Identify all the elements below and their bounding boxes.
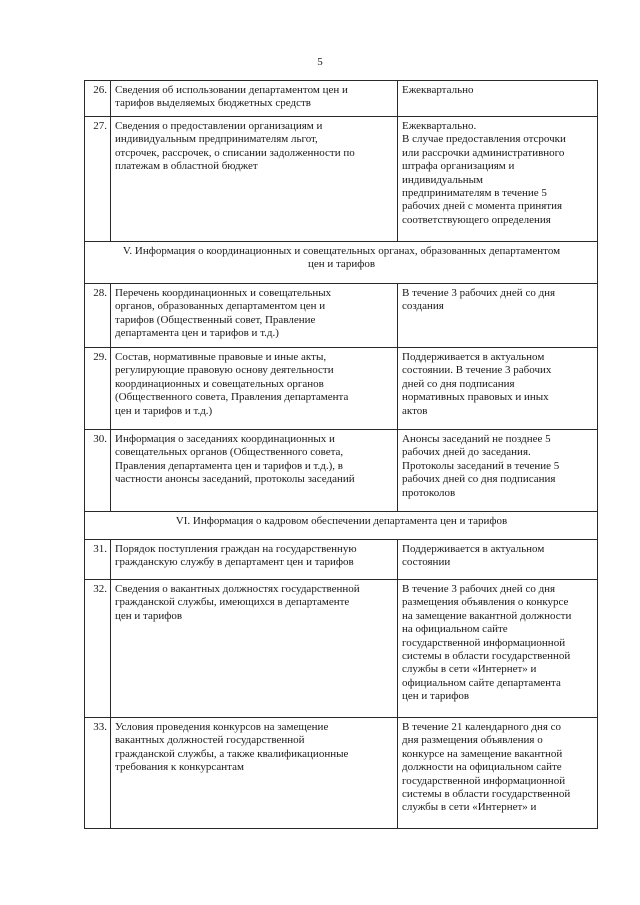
item-deadline: Поддерживается в актуальном состоянии [398, 540, 598, 580]
section-heading-row [85, 242, 598, 284]
table-row [85, 81, 598, 117]
page-number: 5 [317, 56, 323, 68]
table-row [85, 284, 598, 348]
item-deadline: Ежеквартально. В случае предоставления отсрочки или рассрочки административного штрафа организациям и индивидуальным предпринимателям в течение 5 рабочих дней с момента принятия соответствующего определения [398, 117, 598, 242]
item-deadline: В течение 21 календарного дня со дня размещения объявления о конкурсе на замещение вакантной должности на официальном сайте государственной информационной системы в области государственной службы в сети «Интернет» и [398, 718, 598, 829]
item-number: 27. [85, 117, 111, 242]
item-number: 28. [85, 284, 111, 348]
item-number: 33. [85, 718, 111, 829]
item-description: Сведения о предоставлении организациям и индивидуальным предпринимателям льгот, отсрочек, рассрочек, о списании задолженности по платежам в областной бюджет [111, 117, 398, 242]
table-row [85, 430, 598, 512]
table-row [85, 540, 598, 580]
item-description: Информация о заседаниях координационных и совещательных органов (Общественного совета, Правления департамента цен и тарифов и т.д.), в частности анонсы заседаний, протоколы заседаний [111, 430, 398, 512]
item-deadline: Ежеквартально [398, 81, 598, 117]
item-description: Сведения о вакантных должностях государственной гражданской службы, имеющихся в департаменте цен и тарифов [111, 580, 398, 718]
item-description: Условия проведения конкурсов на замещение вакантных должностей государственной гражданской службы, а также квалификационные требования к конкурсантам [111, 718, 398, 829]
item-number: 30. [85, 430, 111, 512]
item-number: 31. [85, 540, 111, 580]
item-number: 29. [85, 348, 111, 430]
table-row [85, 348, 598, 430]
item-description: Порядок поступления граждан на государственную гражданскую службу в департамент цен и тарифов [111, 540, 398, 580]
table-row [85, 580, 598, 718]
table-row [85, 718, 598, 829]
item-description: Состав, нормативные правовые и иные акты, регулирующие правовую основу деятельности координационных и совещательных органов (Общественного совета, Правления департамента цен и тарифов и т.д.) [111, 348, 398, 430]
section-heading: VI. Информация о кадровом обеспечении департамента цен и тарифов [85, 512, 598, 540]
item-deadline: В течение 3 рабочих дней со дня создания [398, 284, 598, 348]
item-number: 26. [85, 81, 111, 117]
item-deadline: Анонсы заседаний не позднее 5 рабочих дней до заседания. Протоколы заседаний в течение 5 рабочих дней со дня подписания протоколов [398, 430, 598, 512]
information-table [84, 80, 598, 829]
item-number: 32. [85, 580, 111, 718]
item-deadline: В течение 3 рабочих дней со дня размещения объявления о конкурсе на замещение вакантной должности на официальном сайте государственной информационной системы в области государственной службы в сети «Интернет» и официальном сайте департамента цен и тарифов [398, 580, 598, 718]
item-description: Сведения об использовании департаментом цен и тарифов выделяемых бюджетных средств [111, 81, 398, 117]
table-row [85, 117, 598, 242]
section-heading: V. Информация о координационных и совещательных органах, образованных департаментом цен и тарифов [85, 242, 598, 284]
item-deadline: Поддерживается в актуальном состоянии. В течение 3 рабочих дней со дня подписания нормативных правовых и иных актов [398, 348, 598, 430]
section-heading-row [85, 512, 598, 540]
item-description: Перечень координационных и совещательных органов, образованных департаментом цен и тарифов (Общественный совет, Правление департамента цен и тарифов и т.д.) [111, 284, 398, 348]
